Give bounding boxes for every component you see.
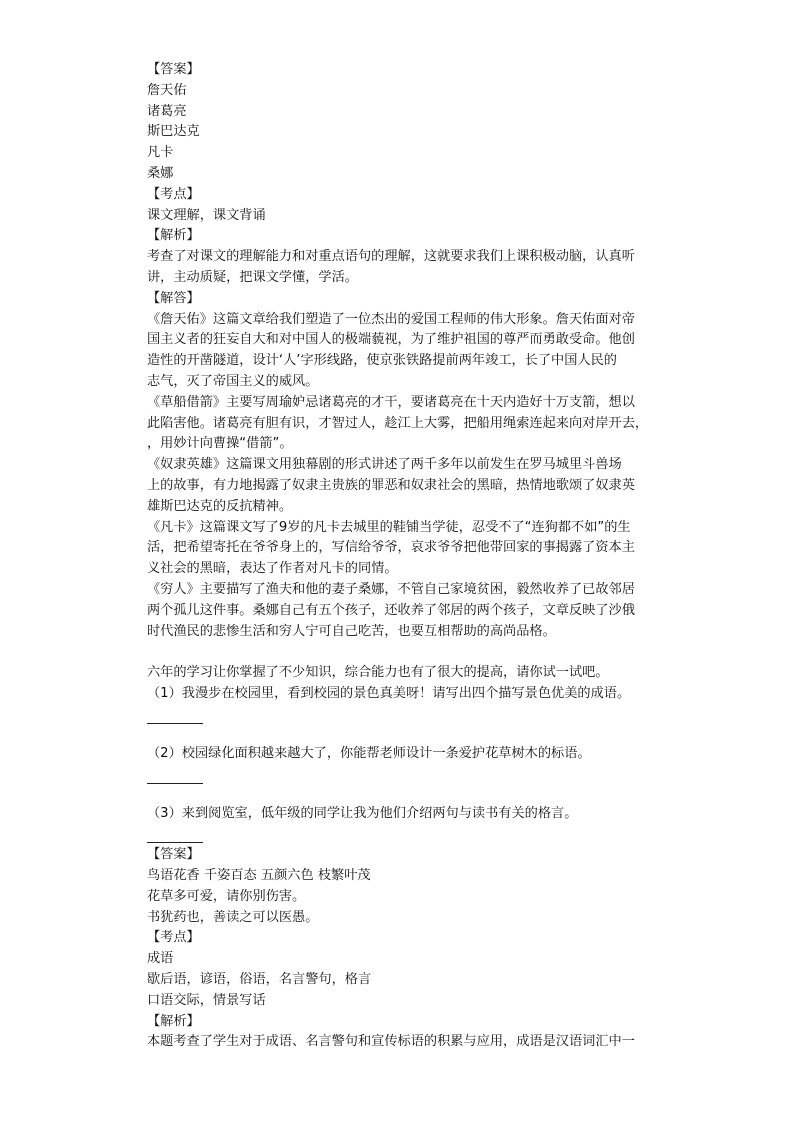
answer-line: 诸葛亮 [147,103,187,119]
answer-blank [147,828,203,843]
solution-line: 此陷害他。诸葛亮有胆有识，才智过人，趁江上大雾，把船用绳索连起来向对岸开去， [147,415,649,431]
question-2: （2）校园绿化面积越来越大了，你能帮老师设计一条爱护花草树木的标语。 [147,745,591,761]
answer-line: 书犹药也，善读之可以医愚。 [147,909,319,925]
solution-line: 《穷人》主要描写了渔夫和他的妻子桑娜，不管自己家境贫困，毅然收养了已故邻居 [147,581,635,597]
solution-line: ，用妙计向曹操“借箭”。 [147,436,293,452]
analysis-label: 【解析】 [147,228,200,244]
answer-line: 鸟语花香 千姿百态 五颜六色 枝繁叶茂 [147,868,371,884]
solution-line: 活，把希望寄托在爷爷身上的，写信给爷爷，哀求爷爷把他带回家的事揭露了资本主 [147,540,635,556]
points-line: 成语 [147,951,174,967]
solution-line: 《凡卡》这篇课文写了9岁的凡卡去城里的鞋铺当学徒，忍受不了“连狗都不如”的生 [147,519,631,535]
document-page [147,60,667,1053]
solution-line: 上的故事，有力地揭露了奴隶主贵族的罪恶和奴隶社会的黑暗，热情地歌颂了奴隶英 [147,477,635,493]
solution-line: 义社会的黑暗，表达了作者对凡卡的同情。 [147,561,398,577]
spacer [147,786,667,804]
solution-line: 两个孤儿这件事。桑娜自己有五个孩子，还收养了邻居的两个孩子，文章反映了沙俄 [147,602,635,618]
answer-line: 花草多可爱，请你别伤害。 [147,888,306,904]
solution-line: 《草船借箭》主要写周瑜妒忌诸葛亮的才干，要诸葛亮在十天内造好十万支箭，想以 [147,394,635,410]
answer-blank [147,769,203,784]
solution-line: 时代渔民的悲惨生活和穷人宁可自己吃苦，也要互相帮助的高尚品格。 [147,623,556,639]
points-label: 【考点】 [147,186,200,202]
solution-line: 造性的开凿隧道，设计‘人’字形线路，使京张铁路提前两年竣工，长了中国人民的 [147,353,617,369]
solution-line: 志气，灭了帝国主义的威风。 [147,373,319,389]
points-line: 课文理解，课文背诵 [147,207,266,223]
analysis-line: 考查了对课文的理解能力和对重点语句的理解，这就要求我们上课积极动脑，认真听 [147,249,635,265]
question-3: （3）来到阅览室，低年级的同学让我为他们介绍两句与读书有关的格言。 [147,805,578,821]
solution-line: 《詹天佑》这篇文章给我们塑造了一位杰出的爱国工程师的伟大形象。詹天佑面对帝 [147,311,635,327]
section-gap [147,642,667,663]
answer-line: 凡卡 [147,145,174,161]
question-1: （1）我漫步在校园里，看到校园的景色真美呀！请写出四个描写景色优美的成语。 [147,685,631,701]
answer-label: 【答案】 [147,847,200,863]
answer-line: 詹天佑 [147,82,187,98]
points-line: 口语交际，情景写话 [147,992,266,1008]
analysis-label: 【解析】 [147,1013,200,1029]
answer-blank [147,709,203,724]
analysis-line: 讲，主动质疑，把课文学懂，学活。 [147,269,358,285]
answer-line: 桑娜 [147,165,174,181]
answer-label: 【答案】 [147,62,200,77]
points-line: 歇后语，谚语，俗语，名言警句，格言 [147,972,372,988]
solution-line: 国主义者的狂妄自大和对中国人的极端藐视，为了维护祖国的尊严而勇敢受命。他创 [147,332,635,348]
question-intro: 六年的学习让你掌握了不少知识，综合能力也有了很大的提高，请你试一试吧。 [147,665,609,681]
solution-label: 【解答】 [147,290,200,306]
points-label: 【考点】 [147,930,200,946]
answer-line: 斯巴达克 [147,124,200,140]
spacer [147,726,667,744]
solution-line: 《奴隶英雄》这篇课文用独幕剧的形式讲述了两千多年以前发生在罗马城里斗兽场 [147,457,622,473]
solution-line: 雄斯巴达克的反抗精神。 [147,498,293,514]
analysis-line: 本题考查了学生对于成语、名言警句和宣传标语的积累与应用，成语是汉语词汇中一 [147,1034,635,1050]
